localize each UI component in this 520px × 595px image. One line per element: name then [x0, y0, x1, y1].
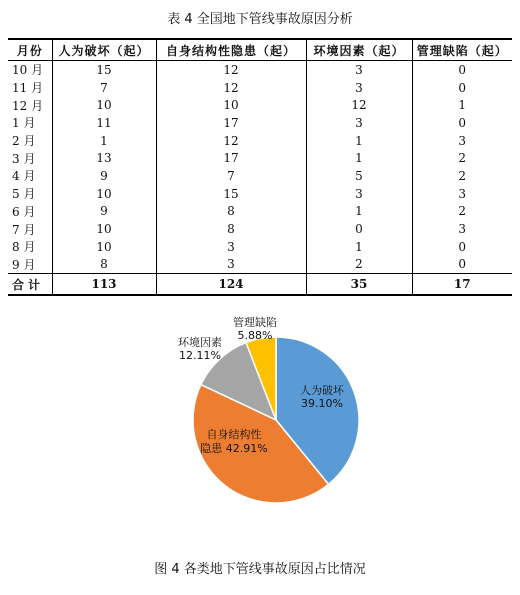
cell-management-defect: 3	[412, 185, 512, 203]
cell-environmental: 1	[306, 238, 412, 256]
cell-human-damage: 10	[52, 220, 156, 238]
total-environmental: 35	[306, 274, 412, 296]
cell-month: 8 月	[12, 240, 36, 255]
table-row	[8, 132, 512, 150]
cell-management-defect: 1	[412, 96, 512, 114]
cell-environmental: 3	[306, 79, 412, 97]
table-row	[8, 167, 512, 185]
table-header-row	[8, 39, 512, 61]
cell-environmental: 5	[306, 167, 412, 185]
cell-human-damage: 9	[52, 203, 156, 221]
table-row	[8, 238, 512, 256]
table-row	[8, 149, 512, 167]
cell-structural-hazard: 12	[156, 79, 306, 97]
total-month: 合计	[8, 274, 52, 296]
cell-human-damage: 10	[52, 96, 156, 114]
cell-management-defect: 3	[412, 220, 512, 238]
table-row	[8, 185, 512, 203]
cause-pie-chart	[0, 312, 520, 512]
cell-environmental: 3	[306, 61, 412, 79]
cell-human-damage: 9	[52, 167, 156, 185]
cell-structural-hazard: 10	[156, 96, 306, 114]
cell-management-defect: 2	[412, 149, 512, 167]
cell-environmental: 0	[306, 220, 412, 238]
header-structural-hazard: 自身结构性隐患（起）	[156, 39, 306, 61]
table-row	[8, 256, 512, 274]
cell-management-defect: 2	[412, 167, 512, 185]
table-row	[8, 96, 512, 114]
cell-structural-hazard: 15	[156, 185, 306, 203]
cell-month: 2 月	[12, 134, 36, 149]
cell-environmental: 12	[306, 96, 412, 114]
cell-structural-hazard: 7	[156, 167, 306, 185]
cell-management-defect: 0	[412, 114, 512, 132]
pie-slice-label: 自身结构性隐患 42.91%	[200, 428, 268, 455]
cell-month: 7 月	[12, 222, 36, 237]
cell-structural-hazard: 8	[156, 220, 306, 238]
table-row	[8, 220, 512, 238]
cell-month: 11 月	[12, 81, 44, 96]
total-structural-hazard: 124	[156, 274, 306, 296]
cell-month: 9 月	[12, 257, 36, 272]
table-title: 表 4 全国地下管线事故原因分析	[167, 12, 353, 27]
cell-management-defect: 0	[412, 238, 512, 256]
header-human-damage: 人为破坏（起）	[52, 39, 156, 61]
cell-structural-hazard: 12	[156, 132, 306, 150]
figure-caption: 图 4 各类地下管线事故原因占比情况	[154, 562, 366, 577]
cell-month: 1 月	[12, 116, 36, 131]
cell-structural-hazard: 17	[156, 149, 306, 167]
cell-human-damage: 10	[52, 238, 156, 256]
cell-human-damage: 7	[52, 79, 156, 97]
accident-cause-table	[8, 38, 512, 296]
cell-month: 5 月	[12, 187, 36, 202]
cell-environmental: 1	[306, 132, 412, 150]
cell-environmental: 1	[306, 149, 412, 167]
cell-structural-hazard: 3	[156, 238, 306, 256]
cell-environmental: 1	[306, 203, 412, 221]
table-row	[8, 79, 512, 97]
cell-management-defect: 2	[412, 203, 512, 221]
table-total-row	[8, 274, 512, 296]
cell-month: 6 月	[12, 204, 36, 219]
cell-structural-hazard: 12	[156, 61, 306, 79]
pie-slice-label: 管理缺陷 5.88%	[233, 316, 277, 342]
cell-human-damage: 15	[52, 61, 156, 79]
header-environmental: 环境因素（起）	[306, 39, 412, 61]
cell-management-defect: 0	[412, 79, 512, 97]
cell-human-damage: 8	[52, 256, 156, 274]
cell-human-damage: 13	[52, 149, 156, 167]
total-management-defect: 17	[412, 274, 512, 296]
cell-environmental: 3	[306, 114, 412, 132]
cell-structural-hazard: 3	[156, 256, 306, 274]
cell-month: 3 月	[12, 151, 36, 166]
header-month: 月份	[8, 39, 52, 61]
total-human-damage: 113	[52, 274, 156, 296]
cell-human-damage: 11	[52, 114, 156, 132]
pie-slice-label: 环境因素 12.11%	[178, 336, 222, 362]
pie-slice-label: 人为破坏 39.10%	[300, 384, 344, 410]
cell-human-damage: 10	[52, 185, 156, 203]
cell-environmental: 2	[306, 256, 412, 274]
cell-management-defect: 3	[412, 132, 512, 150]
cell-month: 12 月	[12, 98, 44, 113]
table-row	[8, 203, 512, 221]
cell-month: 4 月	[12, 169, 36, 184]
header-management-defect: 管理缺陷（起）	[412, 39, 512, 61]
cell-management-defect: 0	[412, 256, 512, 274]
cell-month: 10 月	[12, 63, 44, 78]
cell-management-defect: 0	[412, 61, 512, 79]
table-row	[8, 114, 512, 132]
table-row	[8, 61, 512, 79]
cell-structural-hazard: 17	[156, 114, 306, 132]
cell-structural-hazard: 8	[156, 203, 306, 221]
cell-human-damage: 1	[52, 132, 156, 150]
cell-environmental: 3	[306, 185, 412, 203]
